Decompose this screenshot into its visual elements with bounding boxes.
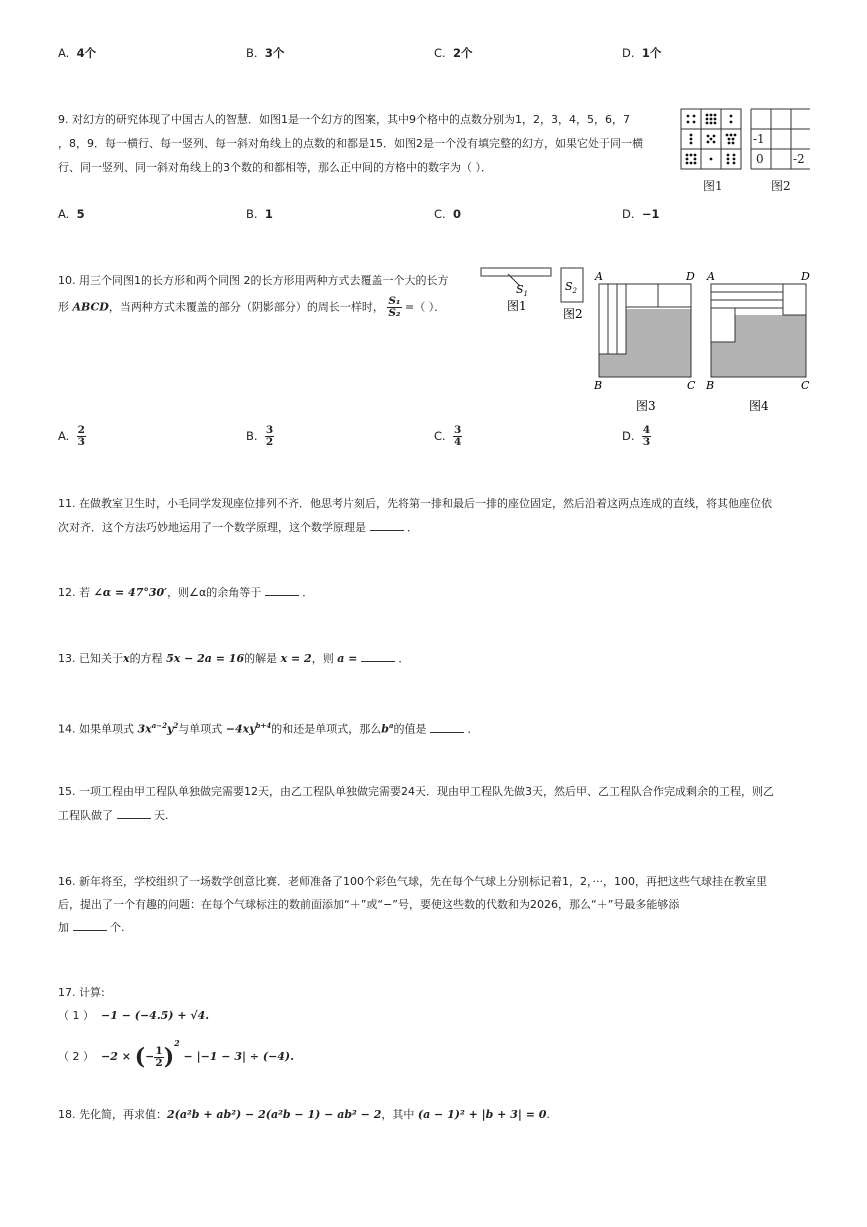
magic-square-dot: [710, 114, 713, 117]
q16-answer-blank[interactable]: [73, 930, 107, 931]
q9-option-c: C. 0: [434, 207, 462, 221]
q13-line: 13. 已知关于x的方程 5x − 2a = 16的解是 x = 2，则 a = ．: [58, 652, 410, 665]
q10-fig4-corner-c: C: [801, 379, 810, 392]
magic-square-dot: [710, 138, 713, 141]
q8-option-a: A. 4个: [58, 46, 97, 60]
magic-square-dot: [734, 134, 737, 137]
q8-option-b: B. 3个: [246, 46, 285, 60]
magic-square-dot: [707, 141, 710, 144]
q9-line3: 行、同一竖列、同一斜对角线上的3个数的和都相等，那么正中间的方格中的数字为（ ）．: [58, 161, 492, 174]
q11-line1: 11. 在做教室卫生时，小毛同学发现座位排列不齐．他思考片刻后，先将第一排和最后一排的座位固定，然后沿着这两点连成的直线，将其他座位依: [58, 497, 772, 510]
q10-fig4-corner-a: A: [707, 270, 715, 283]
q9-fig1-label: 图1: [703, 179, 723, 193]
magic-square-dot: [730, 115, 733, 118]
q9-line2: ，8，9．每一横行、每一竖列、每一斜对角线上的点数的和都是15．如图2是一个没有填完整的幻方，如果它处于同一横: [58, 137, 643, 150]
q17-part2: （ 2 ） −2 × (− $\frac{1}{2}$ )$^2$ − |−1 − 3| ÷ (−4).: [58, 1038, 294, 1070]
q18-line: 18. 先化简，再求值：2(a²b + ab²) − 2(a²b − 1) − ab² − 2，其中 (a − 1)² + |b + 3| = 0.: [58, 1108, 550, 1121]
q10-ratio-fraction: $\frac{\text{S₁}}{\text{S₂}}$: [388, 295, 401, 319]
q9-option-d: D. −1: [622, 207, 660, 221]
magic-square-dot: [710, 122, 713, 125]
magic-square-dot: [686, 154, 689, 157]
q8-option-d: D. 1个: [622, 46, 662, 60]
q15-line1: 15. 一项工程由甲工程队单独做完需要12天，由乙工程队单独做完需要24天．现由甲工程队先做3天，然后甲、乙工程队合作完成剩余的工程，则乙: [58, 785, 774, 798]
magic-square-dot: [706, 118, 709, 121]
q13-answer-blank[interactable]: [361, 661, 395, 662]
q10-fig3-corner-b: B: [594, 379, 603, 392]
q10-fig3-corner-d: D: [686, 270, 695, 283]
magic-square-dot: [690, 138, 693, 141]
magic-square-dot: [686, 162, 689, 165]
q10-fig2-label: 图2: [563, 307, 583, 321]
q10-fig3: [593, 270, 696, 413]
q9-fig2-cell-neg2: -2: [793, 152, 805, 166]
q9-option-a: A. 5: [58, 207, 85, 221]
q10-fig4: [705, 270, 810, 413]
q10-fig3-corner-a: A: [595, 270, 603, 283]
magic-square-dot: [732, 142, 735, 145]
magic-square-dot: [727, 154, 730, 157]
q10-fig1-label: 图1: [507, 299, 527, 313]
q10-fig1-s1: $S_1$: [516, 283, 529, 298]
q11-answer-blank[interactable]: [370, 530, 404, 531]
magic-square-dot: [726, 134, 729, 137]
q10-fig4-corner-d: D: [801, 270, 810, 283]
q10-option-c: C. $\frac{3}{4}$: [434, 424, 462, 448]
q14-answer-blank[interactable]: [430, 732, 464, 733]
q8-option-c: C. 2个: [434, 46, 473, 60]
q10-figures: [478, 262, 816, 417]
q17-part1: （ 1 ） −1 − (−4.5) + √4.: [58, 1009, 210, 1022]
magic-square-dot: [730, 134, 733, 137]
magic-square-dot: [710, 118, 713, 121]
q10-fig3-corner-c: C: [687, 379, 696, 392]
magic-square-dot: [694, 158, 697, 161]
q10-fig3-label: 图3: [636, 399, 656, 413]
magic-square-dot: [694, 154, 697, 157]
q10-line2: 形 ABCD，当两种方式未覆盖的部分（阴影部分）的周长一样时， $\frac{\text{S₁}}{\text{S₂}}$ =（ ）．: [58, 295, 446, 319]
q15-answer-blank[interactable]: [117, 818, 151, 819]
q11-line2: 次对齐．这个方法巧妙地运用了一个数学原理，这个数学原理是 ．: [58, 521, 418, 534]
magic-square-dot: [728, 142, 731, 145]
magic-square-dot: [710, 158, 713, 161]
magic-square-dot: [690, 154, 693, 157]
q10-fig4-label: 图4: [749, 399, 769, 413]
magic-square-dot: [686, 158, 689, 161]
q16-line1: 16. 新年将至，学校组织了一场数学创意比赛．老师准备了100个彩色气球，先在每个气球上分别标记着1，2，···，100，再把这些气球挂在教室里: [58, 875, 767, 888]
magic-square-dot: [733, 154, 736, 157]
q16-line3: 加 个.: [58, 921, 125, 934]
magic-square-dot: [733, 158, 736, 161]
q15-line2: 工程队做了 天.: [58, 809, 169, 822]
magic-square-dot: [707, 135, 710, 138]
magic-square-dot: [733, 162, 736, 165]
q10-fig2-s2: $S_2$: [565, 280, 578, 295]
q17-title: 17. 计算:: [58, 986, 105, 999]
q9-fig2-label: 图2: [771, 179, 791, 193]
q10-line1: 10. 用三个同图1的长方形和两个同图 2的长方形用两种方式去覆盖一个大的长方: [58, 274, 449, 287]
magic-square-dot: [693, 115, 696, 118]
magic-square-dot: [694, 162, 697, 165]
q12-line: 12. 若 ∠α = 47°30′，则∠α的余角等于 ．: [58, 586, 314, 599]
q10-option-b: B. $\frac{3}{2}$: [246, 424, 274, 448]
magic-square-dot: [714, 114, 717, 117]
q10-option-a: A. $\frac{2}{3}$: [58, 424, 85, 448]
magic-square-dot: [730, 121, 733, 124]
q10-option-d: D. $\frac{4}{3}$: [622, 424, 651, 448]
q9-fig2-cell-neg1: -1: [753, 132, 765, 146]
magic-square-dot: [728, 138, 731, 141]
magic-square-dot: [727, 162, 730, 165]
magic-square-dot: [687, 115, 690, 118]
magic-square-dot: [690, 134, 693, 137]
magic-square-dot: [727, 158, 730, 161]
magic-square-dot: [687, 121, 690, 124]
magic-square-dot: [690, 142, 693, 145]
magic-square-dot: [693, 121, 696, 124]
magic-square-dot: [690, 162, 693, 165]
magic-square-dot: [706, 114, 709, 117]
q9-line1: 9. 对幻方的研究体现了中国古人的智慧．如图1是一个幻方的图案，其中9个格中的点数分别为1，2，3，4，5，6，7: [58, 113, 630, 126]
q9-option-b: B. 1: [246, 207, 273, 221]
q14-line: 14. 如果单项式 $3x^{a-2}y^2$与单项式 $-4xy^{b+4}$的和还是单项式，那么$b^a$的值是 ．: [58, 721, 479, 736]
magic-square-dot: [732, 138, 735, 141]
q9-fig2-cell-0: 0: [756, 152, 764, 166]
q16-line2: 后，提出了一个有趣的问题：在每个气球标注的数前面添加“＋”或“−”号，要使这些数的代数和为2026，那么“＋”号最多能够添: [58, 898, 680, 911]
magic-square-dot: [706, 122, 709, 125]
magic-square-dot: [714, 122, 717, 125]
magic-square-dot: [713, 135, 716, 138]
q10-fig4-corner-b: B: [706, 379, 715, 392]
q9-fig1-dot-square: [680, 108, 742, 170]
q12-answer-blank[interactable]: [265, 595, 299, 596]
magic-square-dot: [714, 118, 717, 121]
magic-square-dot: [713, 141, 716, 144]
